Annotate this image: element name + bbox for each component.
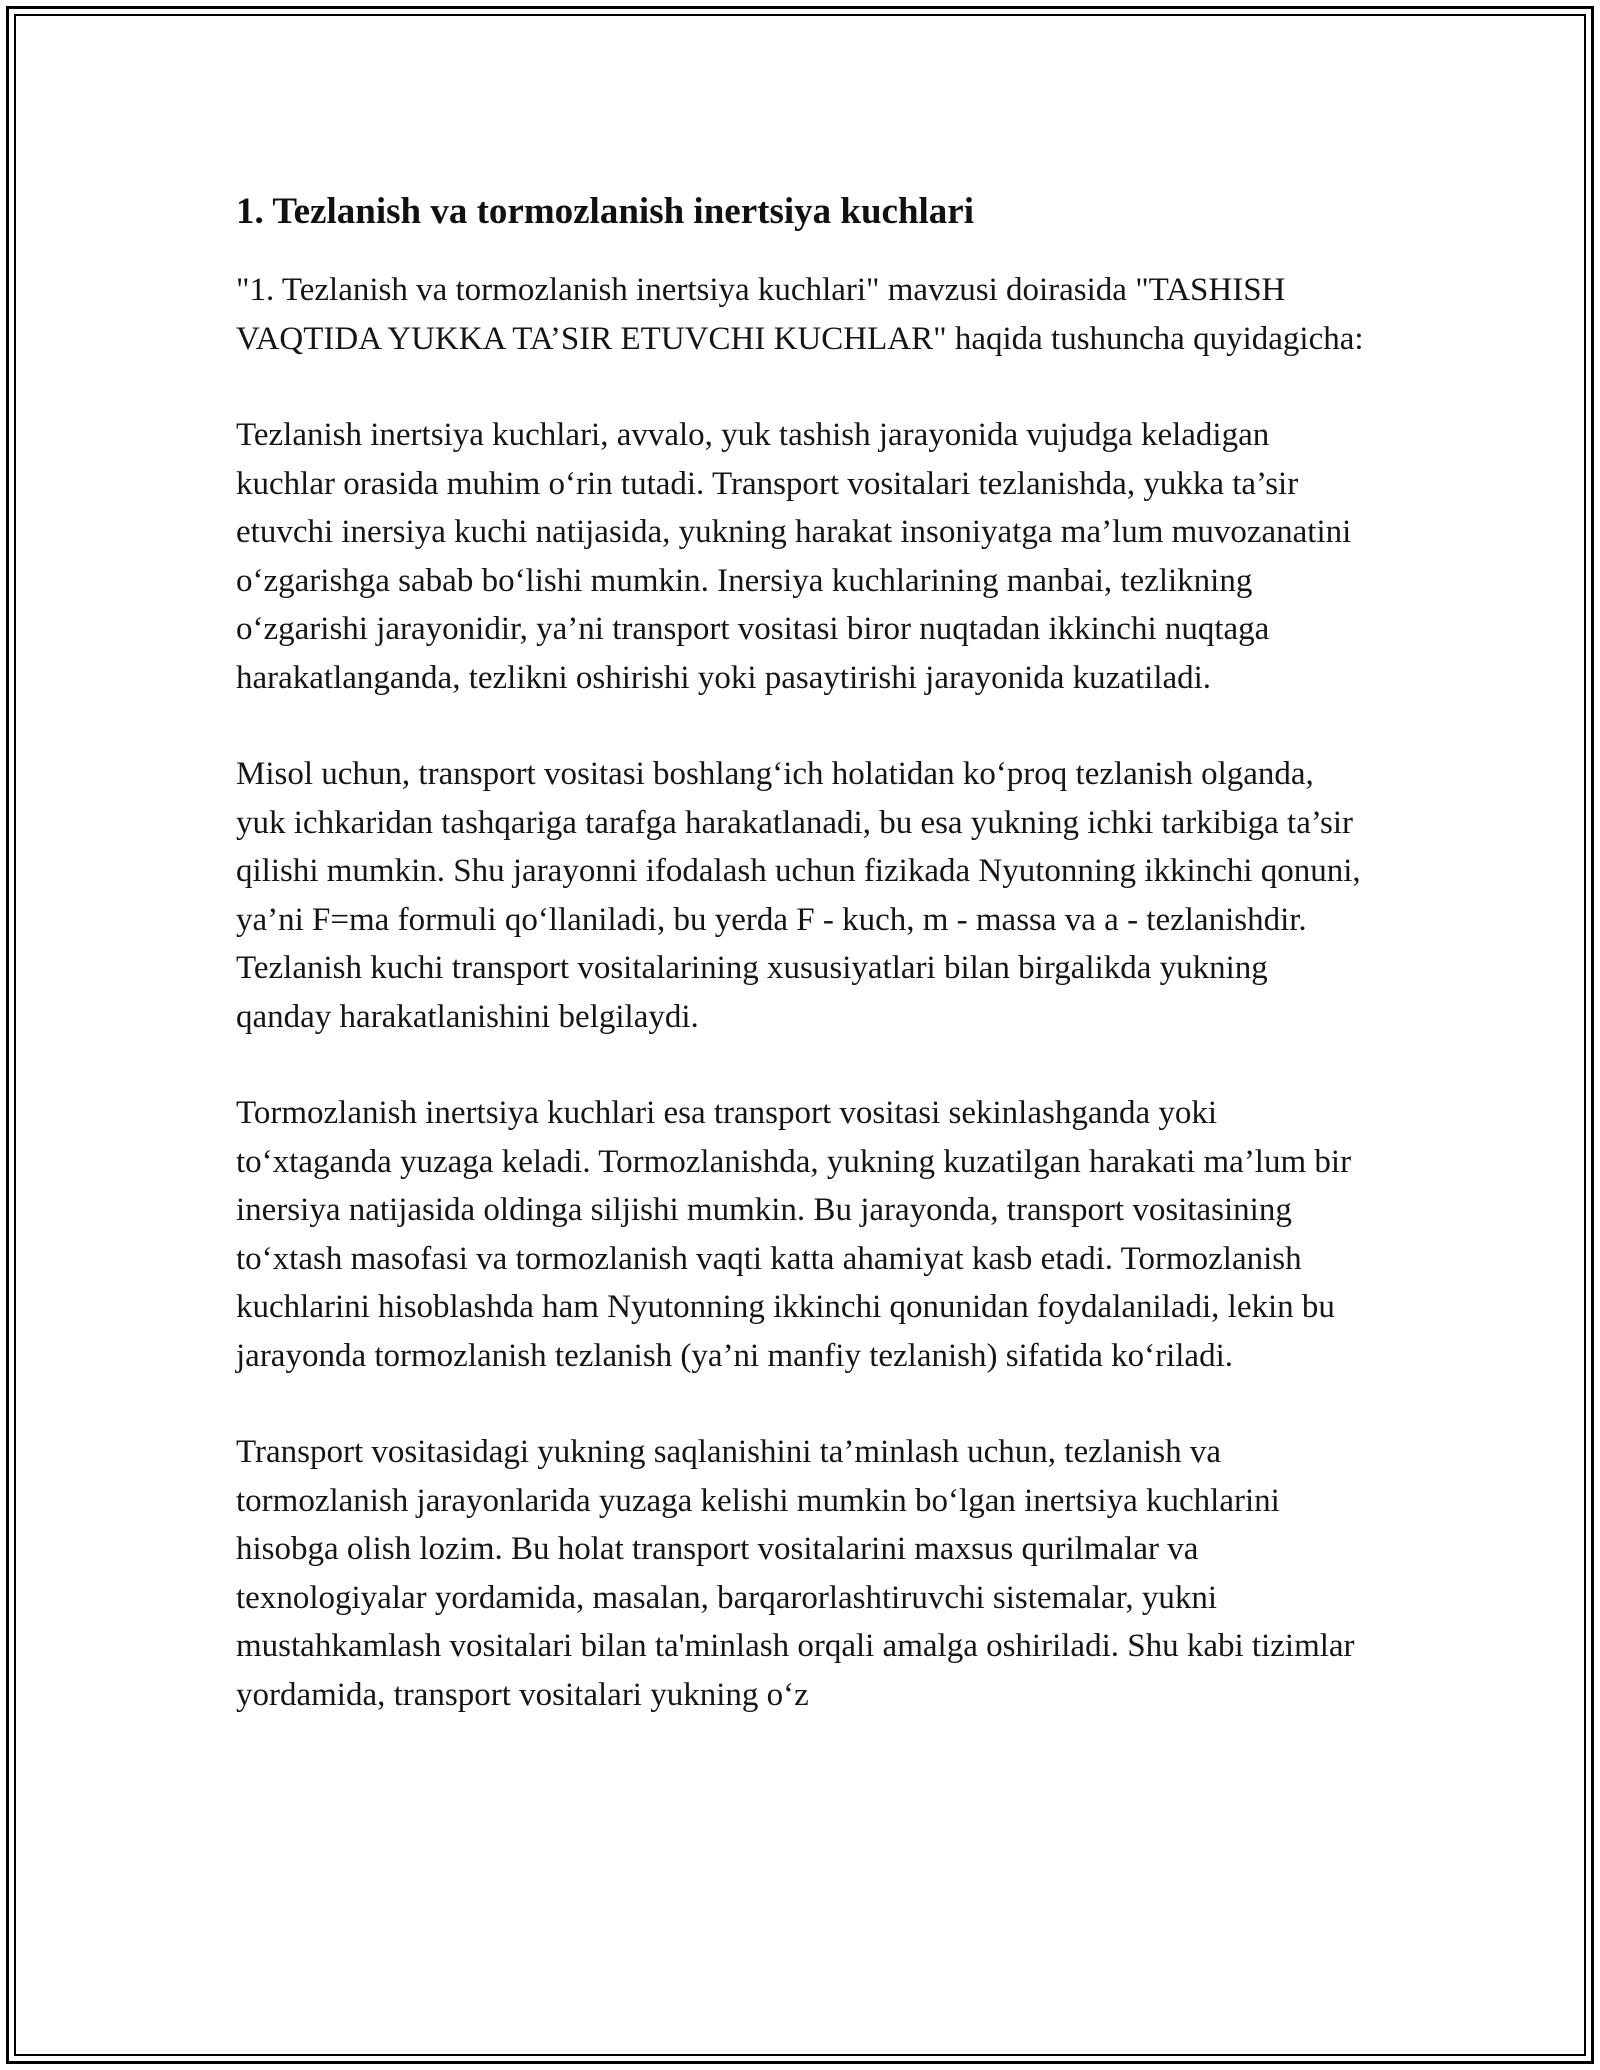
intro-paragraph: "1. Tezlanish va tormozlanish inertsiya kuchlari" mavzusi doirasida "TASHISH VAQTIDA YUKKA TA’SIR ETUVCHI KUCHLAR" haqida tushuncha quyidagicha: — [236, 272, 1364, 357]
section-heading: 1. Tezlanish va tormozlanish inertsiya kuchlari — [236, 191, 975, 232]
paragraph-braking-forces: Tormozlanish inertsiya kuchlari esa transport vositasi sekinlashganda yoki to‘xtaganda yuzaga keladi. Tormozlanishda, yukning kuzatilgan harakati ma’lum bir inersiya natijasida oldinga siljishi mumkin. Bu jarayonda, transport vositasining to‘xtash masofasi va tormozlanish vaqti katta ahamiyat kasb etadi. Tormozlanish kuchlarini hisoblashda ham Nyutonning ikkinchi qonunidan foydalaniladi, lekin bu jarayonda tormozlanish tezlanish (ya’ni manfiy tezlanish) sifatida ko‘riladi. — [236, 1095, 1352, 1374]
paragraph-newton-example: Misol uchun, transport vositasi boshlang‘ich holatidan ko‘proq tezlanish olganda, yuk ichkaridan tashqariga tarafga harakatlanadi, bu esa yukning ichki tarkibiga ta’sir qilishi mumkin. Shu jarayonni ifodalash uchun fizikada Nyutonning ikkinchi qonuni, ya’ni F=ma formuli qo‘llaniladi, bu yerda F - kuch, m - massa va a - tezlanishdir. Tezlanish kuchi transport vositalarining xususiyatlari bilan birgalikda yukning qanday harakatlanishini belgilaydi. — [236, 756, 1361, 1035]
document-body — [236, 186, 1364, 1767]
paragraph-cargo-safety: Transport vositasidagi yukning saqlanishini ta’minlash uchun, tezlanish va tormozlanish jarayonlarida yuzaga kelishi mumkin bo‘lgan inertsiya kuchlarini hisobga olish lozim. Bu holat transport vositalarini maxsus qurilmalar va texnologiyalar yordamida, masalan, barqarorlashtiruvchi sistemalar, yukni mustahkamlash vositalari bilan ta'minlash orqali amalga oshiriladi. Shu kabi tizimlar yordamida, transport vositalari yukning o‘z — [236, 1434, 1355, 1713]
paragraph-acceleration-forces: Tezlanish inertsiya kuchlari, avvalo, yuk tashish jarayonida vujudga keladigan kuchlar orasida muhim o‘rin tutadi. Transport vositalari tezlanishda, yukka ta’sir etuvchi inersiya kuchi natijasida, yukning harakat insoniyatga ma’lum muvozanatini o‘zgarishga sabab bo‘lishi mumkin. Inersiya kuchlarining manbai, tezlikning o‘zgarishi jarayonidir, ya’ni transport vositasi biror nuqtadan ikkinchi nuqtaga harakatlanganda, tezlikni oshirishi yoki pasaytirishi jarayonida kuzatiladi. — [236, 417, 1352, 696]
